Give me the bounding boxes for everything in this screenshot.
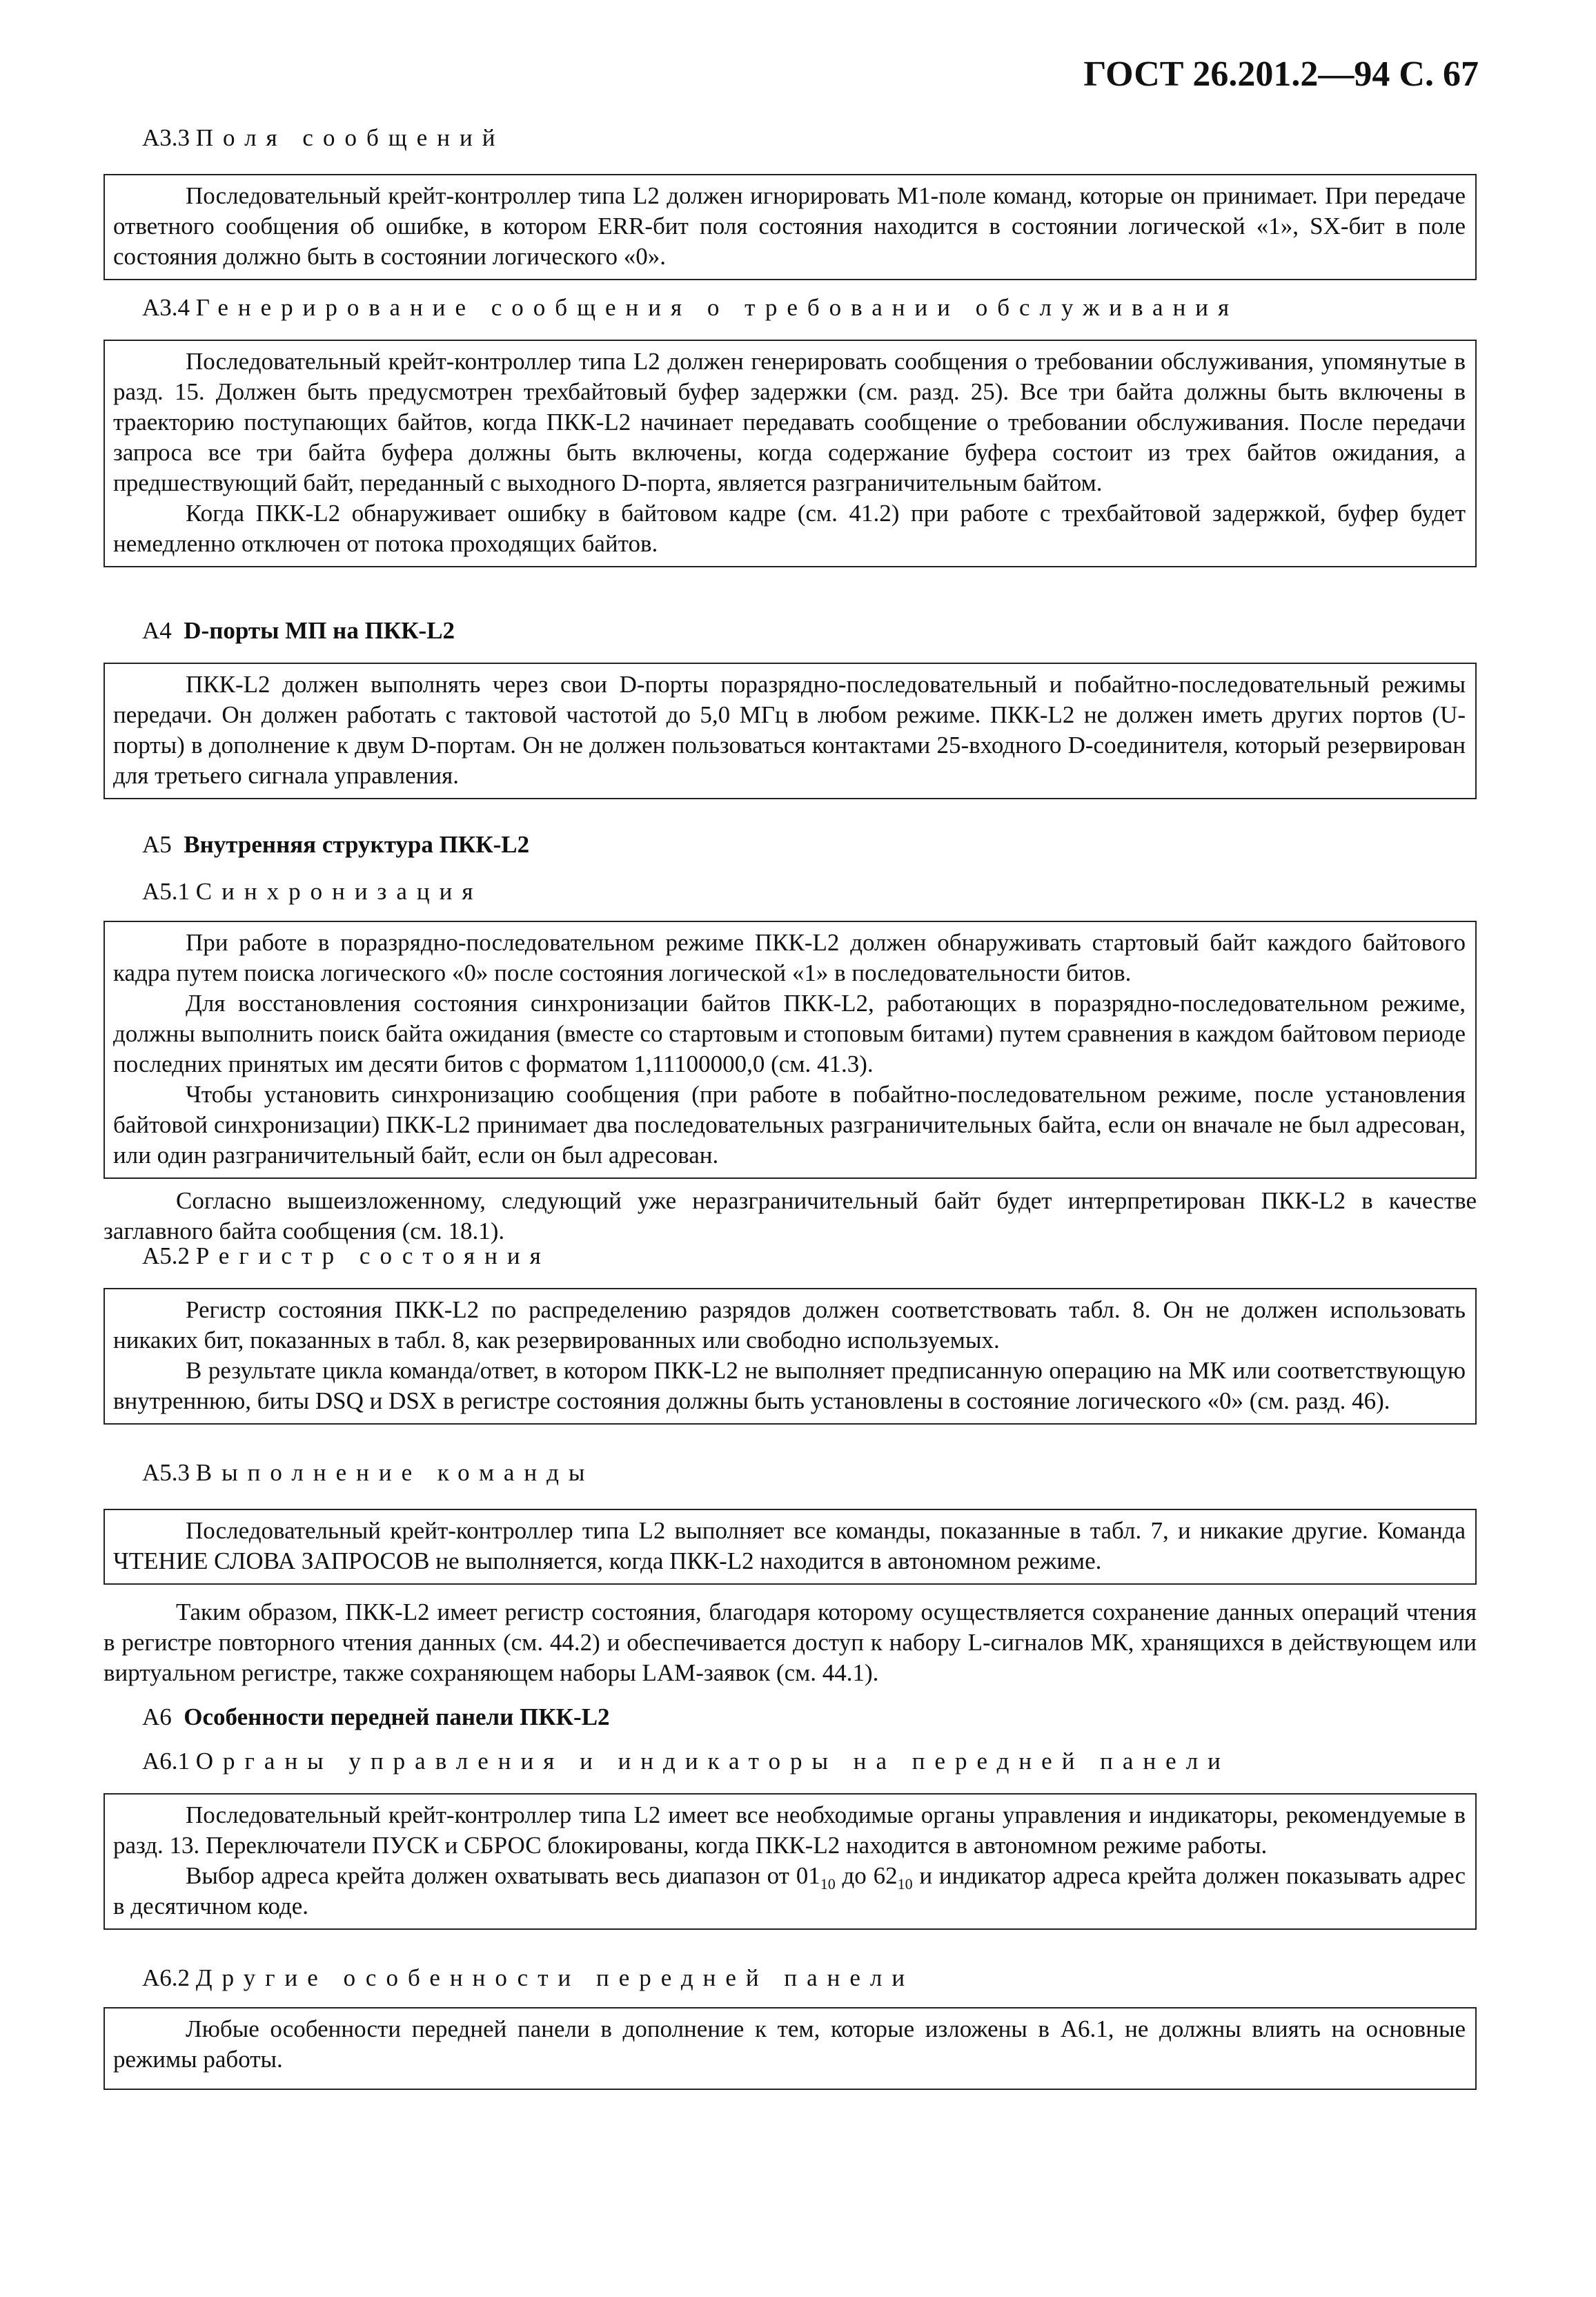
heading-a5-3: А5.3 Выполнение команды xyxy=(142,1459,595,1486)
heading-a3-3: А3.3 Поля сообщений xyxy=(142,124,505,151)
box-a6-2 xyxy=(104,2007,1477,2090)
paragraph: Таким образом, ПКК-L2 имеет регистр состояния, благодаря которому осуществляется сохранение данных операций чтения в регистре повторного чтения данных (см. 44.2) и обеспечивается доступ к набору L-сигналов МК, хранящихся в действующем или виртуальном регистре, также сохраняющем наборы LAM-заявок (см. 44.1). xyxy=(104,1599,1477,1686)
text-after-a5-1 xyxy=(104,1186,1477,1247)
paragraph: При работе в поразрядно-последовательном режиме ПКК-L2 должен обнаруживать стартовый байт каждого байтового кадра путем поиска логического «0» после состояния логической «1» в последовательности битов. xyxy=(113,929,1466,986)
paragraph: Чтобы установить синхронизацию сообщения (при работе в побайтно-последовательном режиме, после установления байтовой синхронизации) ПКК-L2 принимает два последовательных разграничительных байта, если он вначале не был адресован, или один разграничительный байт, если он был адресован. xyxy=(113,1081,1466,1169)
box-a3-3 xyxy=(104,174,1477,280)
heading-a5: А5 Внутренняя структура ПКК-L2 xyxy=(142,831,530,858)
heading-a6: А6 Особенности передней панели ПКК-L2 xyxy=(142,1703,610,1730)
paragraph: Выбор адреса крейта должен охватывать весь диапазон от $01_{10}$ до $62_{10}$ и индикатор адреса крейта должен показывать адрес в десятичном коде. xyxy=(113,1862,1466,1919)
paragraph: Любые особенности передней панели в дополнение к тем, которые изложены в А6.1, не должны влиять на основные режимы работы. xyxy=(113,2015,1466,2073)
box-a5-1 xyxy=(104,921,1477,1179)
paragraph: Согласно вышеизложенному, следующий уже неразграничительный байт будет интерпретирован ПКК-L2 в качестве заглавного байта сообщения (см. 18.1). xyxy=(104,1187,1477,1244)
heading-a4: А4 D-порты МП на ПКК-L2 xyxy=(142,617,455,644)
paragraph: Регистр состояния ПКК-L2 по распределению разрядов должен соответствовать табл. 8. Он не должен использовать никаких бит, показанных в табл. 8, как резервированных или свободно используемых. xyxy=(113,1296,1466,1353)
box-a3-4 xyxy=(104,340,1477,567)
paragraph: Последовательный крейт-контроллер типа L2 выполняет все команды, показанные в табл. 7, и никакие другие. Команда ЧТЕНИЕ СЛОВА ЗАПРОСОВ не выполняется, когда ПКК-L2 находится в автономном режиме. xyxy=(113,1517,1466,1574)
paragraph: Когда ПКК-L2 обнаруживает ошибку в байтовом кадре (см. 41.2) при работе с трехбайтовой задержкой, буфер будет немедленно отключен от потока проходящих байтов. xyxy=(113,500,1466,557)
heading-a3-4: А3.4 Генерирование сообщения о требовании обслуживания xyxy=(142,294,1239,321)
paragraph: Последовательный крейт-контроллер типа L2 имеет все необходимые органы управления и индикаторы, рекомендуемые в разд. 13. Переключатели ПУСК и СБРОС блокированы, когда ПКК-L2 находится в автономном режиме работы. xyxy=(113,1801,1466,1859)
box-a5-3 xyxy=(104,1509,1477,1585)
text-after-a5-3 xyxy=(104,1597,1477,1688)
paragraph: В результате цикла команда/ответ, в котором ПКК-L2 не выполняет предписанную операцию на МК или соответствующую внутреннюю, биты DSQ и DSX в регистре состояния должны быть установлены в состояние логического «0» (см. разд. 46). xyxy=(113,1357,1466,1414)
paragraph: Последовательный крейт-контроллер типа L2 должен игнорировать М1-поле команд, которые он принимает. При передаче ответного сообщения об ошибке, в котором ERR-бит поля состояния находится в состоянии логической «1», SX-бит в поле состояния должно быть в состоянии логического «0». xyxy=(113,182,1466,270)
paragraph: Последовательный крейт-контроллер типа L2 должен генерировать сообщения о требовании обслуживания, упомянутые в разд. 15. Должен быть предусмотрен трехбайтовый буфер задержки (см. разд. 25). Все три байта должны быть включены в траекторию поступающих байтов, когда ПКК-L2 начинает передавать сообщение о требовании обслуживания. После передачи запроса все три байта буфера должны быть включены, когда содержание буфера состоит из трех байтов ожидания, а предшествующий байт, переданный с выходного D-порта, является разграничительным байтом. xyxy=(113,348,1466,496)
paragraph: Для восстановления состояния синхронизации байтов ПКК-L2, работающих в поразрядно-последовательном режиме, должны выполнить поиск байта ожидания (вместе со стартовым и стоповым битами) путем сравнения в каждом байтовом периоде последних принятых им десяти битов с форматом 1,11100000,0 (см. 41.3). xyxy=(113,990,1466,1077)
heading-a5-2: А5.2 Регистр состояния xyxy=(142,1242,551,1269)
heading-a6-2: А6.2 Другие особенности передней панели xyxy=(142,1964,915,1991)
heading-a5-1: А5.1 Синхронизация xyxy=(142,878,483,905)
box-a4 xyxy=(104,663,1477,799)
page-header: ГОСТ 26.201.2—94 С. 67 xyxy=(1083,55,1479,94)
paragraph: ПКК-L2 должен выполнять через свои D-порты поразрядно-последовательный и побайтно-последовательный режимы передачи. Он должен работать с тактовой частотой до 5,0 МГц в любом режиме. ПКК-L2 не должен иметь других портов (U-порты) в дополнение к двум D-портам. Он не должен пользоваться контактами 25-входного D-соединителя, который резервирован для третьего сигнала управления. xyxy=(113,671,1466,789)
heading-a6-1: А6.1 Органы управления и индикаторы на передней панели xyxy=(142,1748,1230,1775)
box-a5-2 xyxy=(104,1288,1477,1425)
box-a6-1 xyxy=(104,1793,1477,1930)
